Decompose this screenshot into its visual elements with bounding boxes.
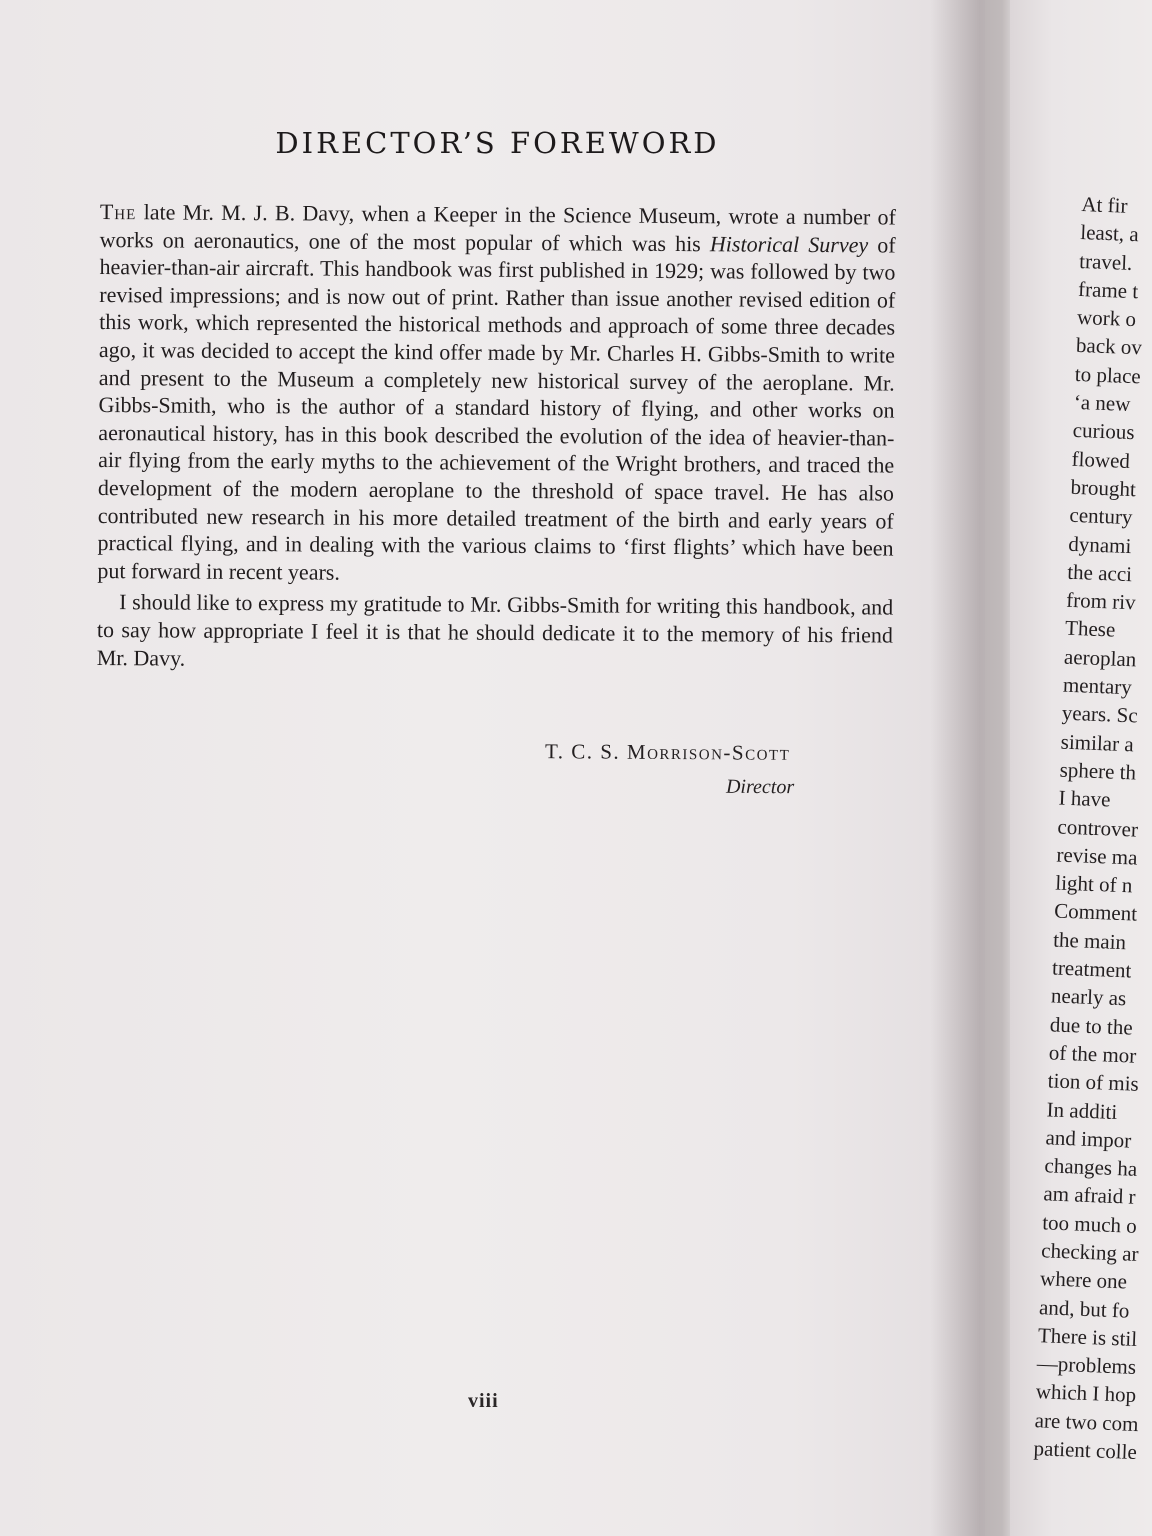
right-page-line: At fir [1081,191,1128,218]
paragraph-1-text-cont: of heavier-than-air aircraft. This handbook was first published in 1929; was followed by two revised impressions; and is now out of print. Rather than issue another revised edition of this work, which represented the historical methods and approach of some three decades ago, it was decided to accept the kind offer made by Mr. Charles H. Gibbs-Smith to write and present to the Museum a completely new historical survey of the aeroplane. Mr. Gibbs-Smith, who is the author of a standard history of flying, and other works on aeronautical history, has in this book described the evolution of the idea of heavier-than-air flying from the early myths to the achievement of the Wright brothers, and traced the development of the modern aeroplane to the threshold of space travel. He has also contributed new research in his more detailed treatment of the birth and early years of practical flying, and in dealing with the various claims to ‘first flights’ which have been put forward in recent years. [97,231,896,585]
right-page-line: similar a [1060,729,1135,757]
right-page-line: where one [1039,1266,1128,1294]
right-page-line: and, but fo [1038,1294,1130,1323]
right-page-line: curious [1072,418,1136,445]
right-page-line: nearly as [1050,983,1127,1011]
right-page-line: too much o [1041,1209,1138,1238]
right-page-line: Comment [1053,898,1138,927]
right-page-line: revise ma [1056,842,1138,870]
right-page-line: mentary [1062,672,1133,700]
right-page-line: from riv [1065,587,1137,615]
right-page-line: light of n [1054,870,1133,898]
show-through-text [260,45,265,68]
right-page-line: ‘a new [1073,389,1131,417]
right-page-line: and impor [1045,1125,1132,1153]
right-page-line: travel. [1078,248,1133,275]
right-page-line: years. Sc [1061,700,1139,728]
foreword-body [97,198,896,677]
book-title-italic: Historical Survey [709,230,869,257]
right-page-line: sphere th [1059,757,1137,785]
right-page-line: the acci [1066,559,1133,587]
right-page-line: —problems [1036,1351,1137,1380]
right-page-line: I have [1058,785,1111,812]
right-page-line: dynami [1067,531,1132,558]
book-gutter [930,0,1020,1536]
right-page-line: checking ar [1040,1238,1140,1266]
right-page-line: century [1069,503,1133,530]
right-page-line: of the mor [1048,1040,1137,1068]
right-page-line: flowed [1071,446,1131,473]
paragraph-2: I should like to express my gratitude to Mr. Gibbs-Smith for writing this handbook, and to say how appropriate I feel it is that he should dedicate it to the memory of his friend Mr. Davy. [96,589,894,671]
right-page-line: In additi [1046,1096,1118,1124]
signature-name: T. C. S. Morrison-Scott [544,739,791,765]
paragraph-1-text: late Mr. M. J. B. Davy, when a Keeper in the Science Museum, wrote a number of works on aeronautics, one of the most popular of which was his [99,199,896,256]
right-page-line: frame t [1077,276,1139,304]
right-page-line: patient colle [1033,1436,1138,1465]
right-page-line: the main [1052,927,1127,954]
right-page-line: changes ha [1044,1153,1138,1181]
right-page-line: aeroplan [1063,644,1137,672]
right-page-line: work o [1076,305,1137,332]
right-page-line: are two com [1034,1407,1139,1436]
paragraph-1 [97,198,896,590]
right-page-line: controver [1057,814,1139,842]
page-title: DIRECTOR’S FOREWORD [275,126,720,160]
right-page-line: brought [1070,474,1137,502]
right-page-line: due to the [1049,1012,1134,1040]
right-page-line: back ov [1075,333,1143,360]
signature-role: Director [725,775,795,799]
right-page-line: There is stil [1037,1323,1138,1351]
right-page-line: to place [1074,361,1142,389]
right-page-line: treatment [1051,955,1132,983]
right-page-line: least, a [1079,220,1140,247]
right-page-line: which I hop [1035,1379,1137,1408]
right-page-line: tion of mis [1047,1068,1140,1097]
right-page-line: These [1064,616,1116,643]
page-number: viii [468,1390,499,1412]
paragraph-lead: The [99,198,137,225]
right-page-line: am afraid r [1042,1181,1136,1210]
